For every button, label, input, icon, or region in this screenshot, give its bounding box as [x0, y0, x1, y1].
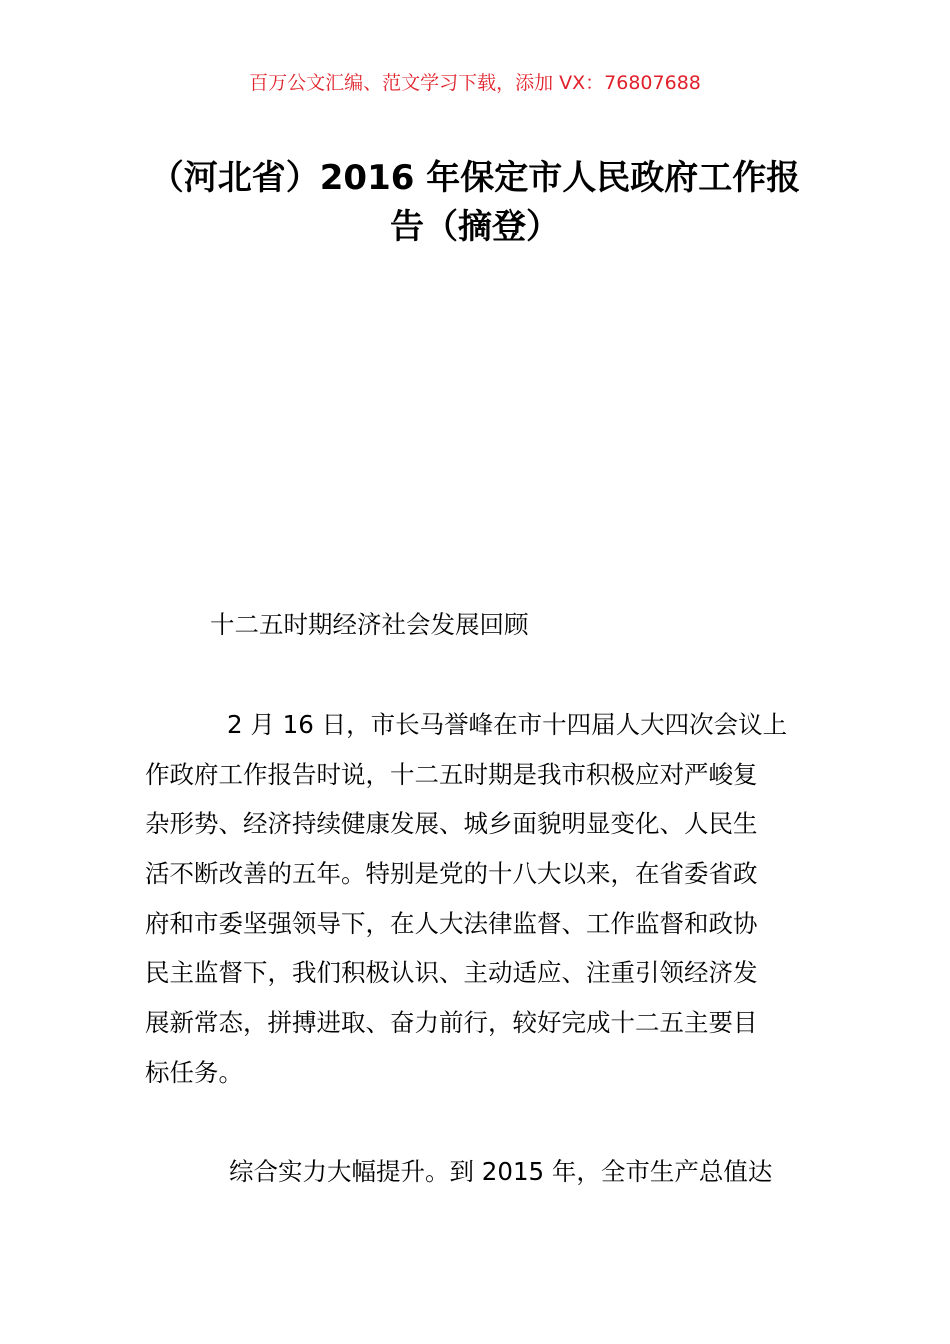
- paragraph-line: 杂形势、经济持续健康发展、城乡面貌明显变化、人民生: [145, 809, 758, 838]
- paragraph-line: 2 月 16 日，市长马誉峰在市十四届人大四次会议上: [227, 710, 788, 739]
- paragraph-line: 民主监督下，我们积极认识、主动适应、注重引领经济发: [145, 958, 758, 987]
- watermark-header: 百万公文汇编、范文学习下载，添加 VX：76807688: [249, 72, 701, 94]
- paragraph-line: 活不断改善的五年。特别是党的十八大以来，在省委省政: [145, 859, 758, 888]
- paragraph-line: 府和市委坚强领导下，在人大法律监督、工作监督和政协: [145, 909, 758, 938]
- paragraph-line: 标任务。: [145, 1058, 243, 1087]
- paragraph-line: 展新常态，拼搏进取、奋力前行，较好完成十二五主要目: [145, 1008, 758, 1037]
- section-heading: 十二五时期经济社会发展回顾: [210, 610, 529, 639]
- document-title-line-2: 告（摘登）: [390, 207, 560, 247]
- paragraph-line: 综合实力大幅提升。到 2015 年，全市生产总值达: [229, 1157, 773, 1186]
- paragraph-line: 作政府工作报告时说，十二五时期是我市积极应对严峻复: [145, 760, 758, 789]
- document-title-line-1: （河北省）2016 年保定市人民政府工作报: [149, 158, 801, 198]
